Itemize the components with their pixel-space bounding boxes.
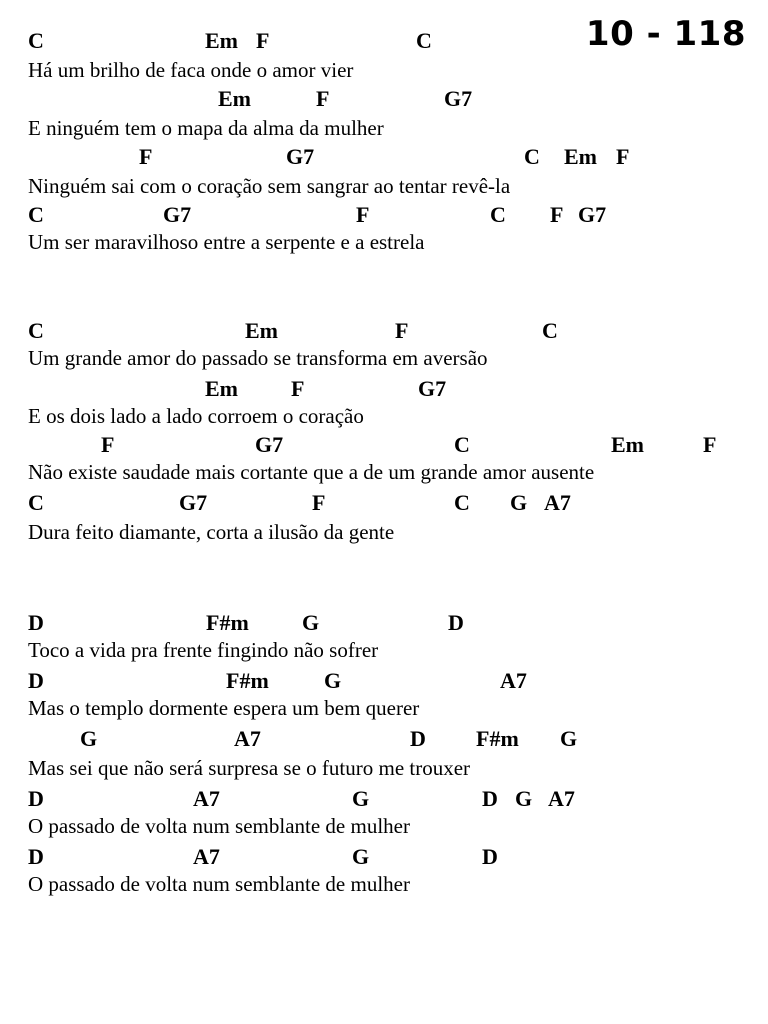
chord: D bbox=[28, 668, 44, 693]
chord: A7 bbox=[544, 490, 571, 515]
chord: C bbox=[454, 432, 470, 457]
chord: D bbox=[28, 610, 44, 635]
chord: G bbox=[324, 668, 342, 693]
lyric-line-7: Não existe saudade mais cortante que a de um grande amor ausente bbox=[28, 460, 595, 484]
chord: G7 bbox=[179, 490, 208, 515]
chord: F bbox=[291, 376, 305, 401]
chord: A7 bbox=[193, 786, 220, 811]
chord: Em bbox=[205, 28, 238, 53]
chord: G7 bbox=[255, 432, 284, 457]
chord: Em bbox=[245, 318, 278, 343]
chord: Em bbox=[564, 144, 597, 169]
chord: F bbox=[356, 202, 370, 227]
chord: D bbox=[482, 786, 498, 811]
chord: G bbox=[302, 610, 320, 635]
chord: D bbox=[28, 786, 44, 811]
lyric-line-8: Dura feito diamante, corta a ilusão da gente bbox=[28, 520, 395, 544]
chord: Em bbox=[205, 376, 238, 401]
chord: F bbox=[312, 490, 326, 515]
chord: F bbox=[395, 318, 409, 343]
chord: A7 bbox=[193, 844, 220, 869]
chord-line-1 bbox=[0, 28, 768, 56]
chord: D bbox=[448, 610, 464, 635]
chord: F bbox=[316, 86, 330, 111]
chord: G bbox=[515, 786, 533, 811]
chord: G bbox=[510, 490, 528, 515]
lyric-line-11: Mas sei que não será surpresa se o futuro me trouxer bbox=[28, 756, 471, 780]
chord: F bbox=[139, 144, 153, 169]
chord-line-3 bbox=[0, 144, 768, 172]
chord: F#m bbox=[476, 726, 519, 751]
chord: F bbox=[256, 28, 270, 53]
chord-line-5 bbox=[0, 318, 768, 346]
lyric-line-6: E os dois lado a lado corroem o coração bbox=[28, 404, 364, 428]
chord: F#m bbox=[226, 668, 269, 693]
chord: G bbox=[80, 726, 98, 751]
chord: Em bbox=[611, 432, 644, 457]
page-number: 10 - 118 bbox=[585, 14, 746, 54]
chord: G bbox=[352, 844, 370, 869]
chord-line-12 bbox=[0, 786, 768, 814]
chord: A7 bbox=[234, 726, 261, 751]
chord: C bbox=[28, 28, 44, 53]
chord: C bbox=[490, 202, 506, 227]
chord-line-10 bbox=[0, 668, 768, 696]
chord: C bbox=[28, 490, 44, 515]
chord: G bbox=[352, 786, 370, 811]
chord: A7 bbox=[548, 786, 575, 811]
chord: G7 bbox=[444, 86, 473, 111]
chord: G7 bbox=[163, 202, 192, 227]
chord-line-8 bbox=[0, 490, 768, 518]
chord: C bbox=[454, 490, 470, 515]
chord: C bbox=[542, 318, 558, 343]
chord: G7 bbox=[286, 144, 315, 169]
chord: G7 bbox=[418, 376, 447, 401]
chord: C bbox=[524, 144, 540, 169]
lyric-line-10: Mas o templo dormente espera um bem querer bbox=[28, 696, 420, 720]
lyric-line-2: E ninguém tem o mapa da alma da mulher bbox=[28, 116, 384, 140]
chord-line-11 bbox=[0, 726, 768, 754]
chord: F bbox=[703, 432, 717, 457]
chord: D bbox=[410, 726, 426, 751]
chord: D bbox=[28, 844, 44, 869]
lyric-line-13: O passado de volta num semblante de mulher bbox=[28, 872, 410, 896]
chord-line-4 bbox=[0, 202, 768, 230]
chord-line-6 bbox=[0, 376, 768, 404]
lyric-line-1: Há um brilho de faca onde o amor vier bbox=[28, 58, 354, 82]
lyric-line-4: Um ser maravilhoso entre a serpente e a estrela bbox=[28, 230, 425, 254]
chord: F bbox=[616, 144, 630, 169]
lyric-line-9: Toco a vida pra frente fingindo não sofrer bbox=[28, 638, 379, 662]
chord: F bbox=[550, 202, 564, 227]
chord-line-13 bbox=[0, 844, 768, 872]
lyric-line-3: Ninguém sai com o coração sem sangrar ao tentar revê-la bbox=[28, 174, 511, 198]
chord: F#m bbox=[206, 610, 249, 635]
chord: F bbox=[101, 432, 115, 457]
chord: A7 bbox=[500, 668, 527, 693]
chord: G7 bbox=[578, 202, 607, 227]
chord: D bbox=[482, 844, 498, 869]
lyric-line-12: O passado de volta num semblante de mulher bbox=[28, 814, 410, 838]
lyric-line-5: Um grande amor do passado se transforma em aversão bbox=[28, 346, 488, 370]
chord: Em bbox=[218, 86, 251, 111]
chord: C bbox=[28, 318, 44, 343]
chord: C bbox=[416, 28, 432, 53]
chord-line-2 bbox=[0, 86, 768, 114]
chord: G bbox=[560, 726, 578, 751]
chord-line-7 bbox=[0, 432, 768, 460]
chord: C bbox=[28, 202, 44, 227]
chord-line-9 bbox=[0, 610, 768, 638]
